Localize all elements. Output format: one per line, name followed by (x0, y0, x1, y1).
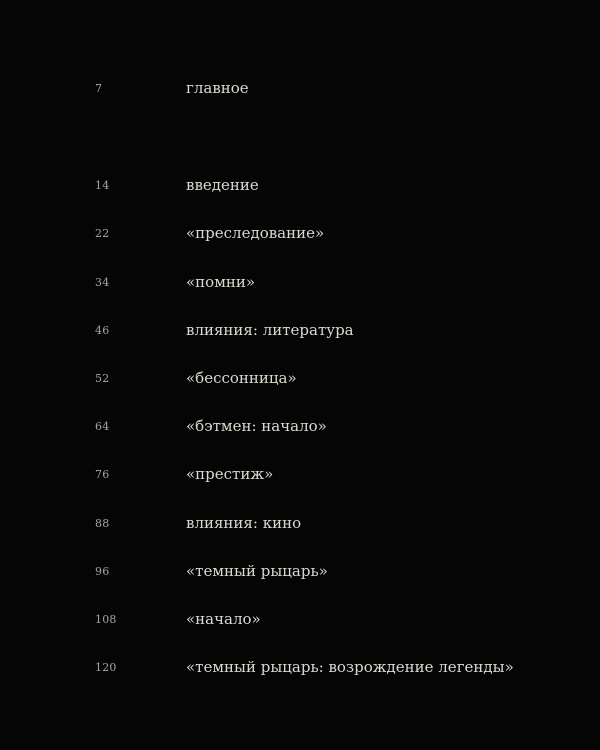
toc-entry-dark-knight-rises (0, 657, 600, 681)
toc-title: «начало» (186, 610, 261, 628)
toc-page-number: 64 (95, 420, 110, 433)
toc-page-number: 22 (95, 227, 110, 240)
toc-entry-following (0, 223, 600, 247)
toc-entry-introduction (0, 175, 600, 199)
toc-title: «темный рыцарь: возрождение легенды» (186, 658, 514, 676)
toc-title: главное (186, 79, 249, 97)
toc-title: введение (186, 176, 259, 194)
toc-page-number: 76 (95, 468, 110, 481)
toc-entry-batman-begins (0, 416, 600, 440)
toc-page-number: 7 (95, 82, 103, 95)
toc-title: «темный рыцарь» (186, 562, 328, 580)
toc-entry-influences-cinema (0, 513, 600, 537)
toc-title: влияния: литература (186, 321, 354, 339)
toc-title: «преследование» (186, 224, 325, 242)
toc-page-number: 96 (95, 565, 110, 578)
toc-entry-prestige (0, 464, 600, 488)
toc-page-number: 46 (95, 324, 110, 337)
toc-entry-dark-knight (0, 561, 600, 585)
toc-page-number: 88 (95, 517, 110, 530)
toc-page-number: 14 (95, 179, 110, 192)
toc-page-number: 52 (95, 372, 110, 385)
toc-title: «престиж» (186, 465, 274, 483)
toc-entry-inception (0, 609, 600, 633)
toc-entry-influences-literature (0, 320, 600, 344)
toc-title: влияния: кино (186, 514, 302, 532)
toc-title: «бэтмен: начало» (186, 417, 327, 435)
toc-page-number: 108 (95, 613, 117, 626)
toc-entry-main (0, 78, 600, 102)
toc-title: «бессонница» (186, 369, 297, 387)
toc-entry-insomnia (0, 368, 600, 392)
toc-page-number: 120 (95, 661, 117, 674)
toc-page-number: 34 (95, 276, 110, 289)
toc-title: «помни» (186, 273, 256, 291)
toc-entry-memento (0, 272, 600, 296)
